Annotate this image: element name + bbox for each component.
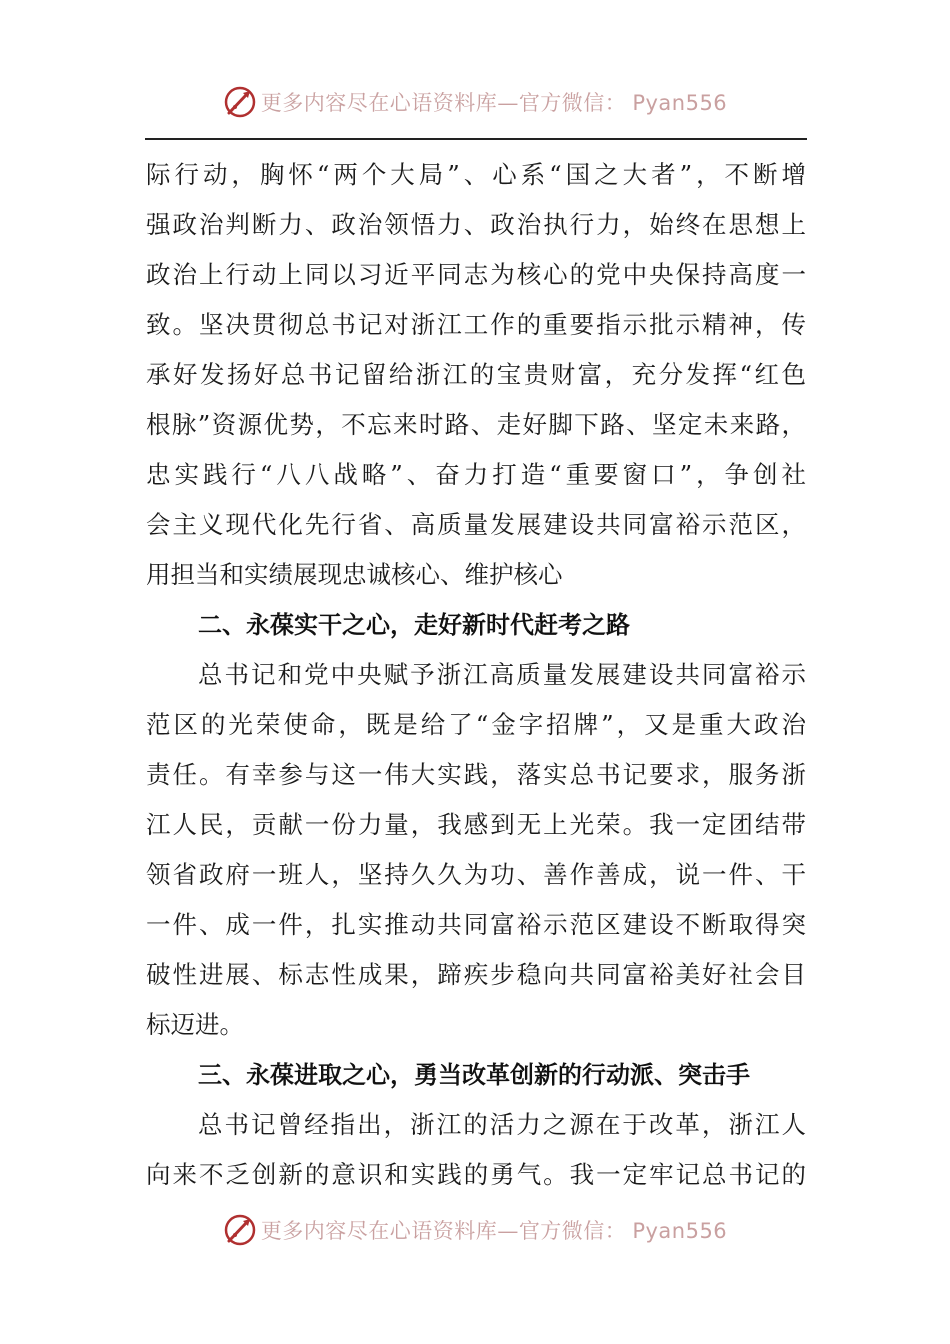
text-line: 政治上行动上同以习近平同志为核心的党中央保持高度一 xyxy=(146,260,806,289)
text-line: 强政治判断力、政治领悟力、政治执行力，始终在思想上 xyxy=(146,210,806,239)
section-heading-2: 二、永葆实干之心，走好新时代赶考之路 xyxy=(198,611,630,639)
banner-main: 更多内容尽在心语资料库 xyxy=(260,1219,498,1243)
banner-label: 官方微信： xyxy=(518,1219,627,1243)
header-divider xyxy=(145,138,807,140)
text-line: 一件、成一件，扎实推动共同富裕示范区建设不断取得突 xyxy=(146,910,806,939)
banner-text xyxy=(261,1215,727,1245)
banner-dash: — xyxy=(497,91,519,115)
text-line: 标迈进。 xyxy=(146,1010,244,1039)
text-line: 用担当和实绩展现忠诚核心、维护核心 xyxy=(146,560,563,589)
text-line: 忠实践行“八八战略”、奋力打造“重要窗口”，争创社 xyxy=(146,460,806,489)
section-heading-3: 三、永葆进取之心，勇当改革创新的行动派、突击手 xyxy=(198,1061,750,1089)
banner-wechat-id: Pyan556 xyxy=(632,1219,728,1243)
footer-banner xyxy=(0,1210,950,1250)
text-line: 会主义现代化先行省、高质量发展建设共同富裕示范区， xyxy=(146,510,806,539)
text-line: 根脉”资源优势，不忘来时路、走好脚下路、坚定未来路， xyxy=(146,410,806,439)
header-banner xyxy=(0,82,950,122)
text-line: 江人民，贡献一份力量，我感到无上光荣。我一定团结带 xyxy=(146,810,806,839)
text-line: 总书记和党中央赋予浙江高质量发展建设共同富裕示 xyxy=(198,660,806,689)
text-line: 向来不乏创新的意识和实践的勇气。我一定牢记总书记的 xyxy=(146,1160,806,1189)
banner-main: 更多内容尽在心语资料库 xyxy=(260,91,498,115)
banner-label: 官方微信： xyxy=(518,91,627,115)
text-line: 范区的光荣使命，既是给了“金字招牌”，又是重大政治 xyxy=(146,710,806,739)
pen-logo-icon xyxy=(223,85,257,119)
text-line: 总书记曾经指出，浙江的活力之源在于改革，浙江人 xyxy=(198,1110,806,1139)
text-line: 领省政府一班人，坚持久久为功、善作善成，说一件、干 xyxy=(146,860,806,889)
text-line: 破性进展、标志性成果，蹄疾步稳向共同富裕美好社会目 xyxy=(146,960,806,989)
text-line: 承好发扬好总书记留给浙江的宝贵财富，充分发挥“红色 xyxy=(146,360,806,389)
text-line: 际行动，胸怀“两个大局”、心系“国之大者”，不断增 xyxy=(146,160,806,189)
document-body xyxy=(146,150,806,1200)
banner-dash: — xyxy=(497,1219,519,1243)
banner-wechat-id: Pyan556 xyxy=(632,91,728,115)
banner-text xyxy=(261,87,727,117)
pen-logo-icon xyxy=(223,1213,257,1247)
text-line: 责任。有幸参与这一伟大实践，落实总书记要求，服务浙 xyxy=(146,760,806,789)
text-line: 致。坚决贯彻总书记对浙江工作的重要指示批示精神，传 xyxy=(146,310,806,339)
